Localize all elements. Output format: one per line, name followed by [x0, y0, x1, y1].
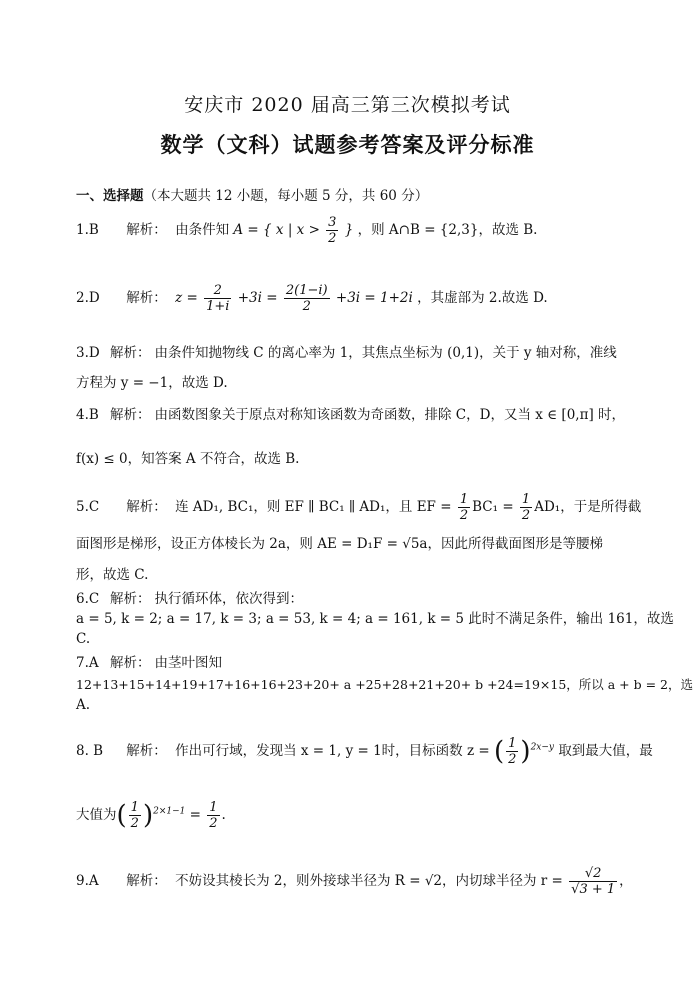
- answer-text: BC₁ =: [472, 499, 514, 515]
- answer-item-2: [76, 283, 548, 314]
- fraction: $\frac{1}{2}$: [521, 492, 531, 523]
- math-expression: +3i =: [237, 290, 278, 306]
- left-paren: (: [116, 800, 127, 831]
- fraction: $\frac{√2}{√3 + 1}$: [571, 866, 616, 897]
- answer-text-continued: C.: [76, 631, 91, 647]
- math-expression: =: [189, 807, 201, 823]
- math-expression: z =: [175, 290, 198, 306]
- fraction: $\frac{2}{1+i}$: [206, 283, 230, 314]
- answer-text-continued: 方程为 y = −1，故选 D.: [76, 375, 228, 391]
- answer-text-continued: 面图形是梯形，设正方体棱长为 2a，则 AE = D₁F = √5a，因此所得截面图形是等腰梯: [76, 536, 603, 552]
- answer-text: ，: [619, 873, 633, 889]
- answer-text-continued: 形，故选 C.: [76, 567, 149, 583]
- fraction: $\frac{1}{2}$: [209, 800, 218, 831]
- math-expression: A = { x | x >: [233, 222, 320, 238]
- answer-item-5: [76, 492, 641, 523]
- answer-text: 连 AD₁, BC₁，则 EF ∥ BC₁ ∥ AD₁，且 EF =: [175, 499, 452, 515]
- left-paren: (: [493, 736, 505, 767]
- answer-text-continued: [76, 800, 226, 831]
- answer-text: 由条件知抛物线 C 的离心率为 1，其焦点坐标为 (0,1)，关于 y 轴对称，准线: [154, 345, 617, 361]
- answer-item-6: [76, 590, 303, 608]
- fraction: $\frac{1}{2}$: [459, 492, 469, 523]
- math-expression: +3i = 1+2i: [335, 290, 413, 306]
- analysis-label: 解析：: [110, 345, 151, 361]
- answer-item-1: [76, 215, 537, 246]
- answer-text: 由条件知: [175, 222, 230, 238]
- answer-text: 由茎叶图知: [154, 655, 222, 671]
- math-expression: }: [344, 222, 354, 238]
- answer-text: AD₁，于是所得截: [534, 499, 642, 515]
- answer-number: 7.A: [76, 655, 99, 671]
- answer-text: 取到最大值，最: [558, 743, 653, 759]
- analysis-label: 解析：: [126, 290, 167, 306]
- answer-item-9: [76, 866, 633, 897]
- section-note: （本大题共 12 小题，每小题 5 分，共 60 分）: [143, 188, 429, 204]
- answer-text-continued: A.: [76, 697, 91, 713]
- answer-number: 8. B: [76, 743, 104, 759]
- answer-text: 作出可行域，发现当 x = 1, y = 1时，目标函数 z =: [175, 743, 490, 759]
- fraction: $\frac{1}{2}$: [130, 800, 139, 831]
- fraction: $\frac{1}{2}$: [508, 736, 517, 767]
- fraction: $\frac{2(1-i)}{2}$: [285, 283, 328, 314]
- answer-number: 6.C: [76, 591, 100, 607]
- answer-text: 大值为: [76, 807, 117, 823]
- exponent: 2x−y: [530, 742, 555, 753]
- analysis-label: 解析：: [126, 743, 167, 759]
- analysis-label: 解析：: [126, 499, 167, 515]
- answer-text-continued: a = 5, k = 2; a = 17, k = 3; a = 53, k = 4; a = 161, k = 5 此时不满足条件，输出 161，故选: [76, 611, 674, 627]
- analysis-label: 解析：: [110, 591, 151, 607]
- answer-number: 1.B: [76, 222, 99, 238]
- answer-item-3: [76, 344, 617, 362]
- answer-text: ，则 A∩B = {2,3}，故选 B.: [357, 222, 538, 238]
- section-heading: [76, 184, 428, 204]
- analysis-label: 解析：: [110, 407, 151, 423]
- answer-item-4: [76, 406, 625, 424]
- answer-text: 执行循环体，依次得到：: [154, 591, 303, 607]
- answer-text-continued: 12+13+15+14+19+17+16+16+23+20+ a +25+28+21+20+ b +24=19×15，所以 a + b = 2，选: [76, 677, 693, 692]
- fraction: $\frac{3}{2}$: [328, 215, 337, 246]
- analysis-label: 解析：: [110, 655, 151, 671]
- answer-number: 2.D: [76, 290, 100, 306]
- section-title: 一、选择题: [76, 188, 144, 204]
- document-subtitle: 数学（文科）试题参考答案及评分标准: [160, 132, 535, 157]
- right-paren: ): [142, 800, 154, 831]
- answer-text: .: [221, 807, 226, 823]
- answer-item-7: [76, 654, 222, 672]
- answer-number: 5.C: [76, 499, 100, 515]
- answer-number: 4.B: [76, 407, 99, 423]
- answer-text-continued: f(x) ≤ 0，知答案 A 不符合，故选 B.: [76, 451, 300, 467]
- analysis-label: 解析：: [126, 873, 167, 889]
- exam-title: 安庆市 2020 届高三第三次模拟考试: [184, 94, 511, 116]
- analysis-label: 解析：: [126, 222, 167, 238]
- answer-text: 由函数图象关于原点对称知该函数为奇函数，排除 C，D，又当 x ∈ [0,π] 时，: [154, 407, 626, 423]
- answer-text: ，其虚部为 2.故选 D.: [417, 290, 548, 306]
- exponent: 2×1−1: [153, 806, 186, 817]
- answer-item-8: [76, 736, 653, 767]
- answer-number: 3.D: [76, 345, 100, 361]
- answer-number: 9.A: [76, 873, 99, 889]
- right-paren: ): [520, 736, 531, 767]
- answer-text: 不妨设其棱长为 2，则外接球半径为 R = √2，内切球半径为 r =: [175, 873, 563, 889]
